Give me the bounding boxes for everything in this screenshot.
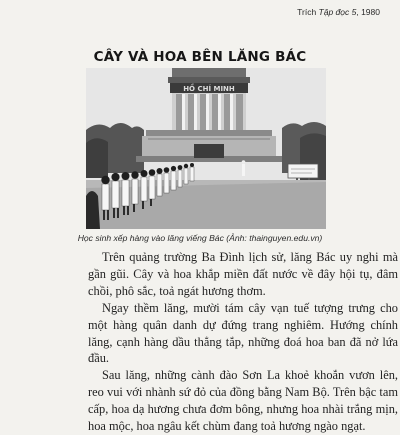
paragraph-1: Trên quảng trường Ba Đình lịch sử, lăng Bác uy nghi mà gần gũi. Cây và hoa khắp miền đất nước về đây hội tụ, đâm chồi, phô sắc, toả ngát hương thơm. xyxy=(88,250,398,298)
mausoleum-photo xyxy=(86,68,326,229)
mausoleum-sign: HỒ CHÍ MINH xyxy=(183,85,235,93)
source-prefix: Trích xyxy=(297,7,319,17)
paragraph-3: Sau lăng, những cành đào Sơn La khoẻ khoắn vươn lên, reo vui với nhành sứ đỏ của đồng bằng Nam Bộ. Trên bậc tam cấp, hoa dạ hương chưa đơm bông, nhưng hoa nhài trắng mịn, hoa mộc, hoa ngâu kết chùm đang toả hương ngào ngạt. xyxy=(88,368,398,434)
source-citation xyxy=(0,7,380,17)
source-work: Tập đọc 5 xyxy=(318,7,357,17)
source-year: , 1980 xyxy=(356,7,380,17)
paragraph-2: Ngay thềm lăng, mười tám cây vạn tuế tượng trưng cho một hàng quân danh dự đứng trang nghiêm. Hướng chính lăng, cạnh hàng dầu thẳng tắp, những đoá hoa ban đã nở lứa đầu. xyxy=(88,300,398,366)
article-body xyxy=(88,249,398,435)
page-title: CÂY VÀ HOA BÊN LĂNG BÁC xyxy=(93,49,307,65)
photo-caption: Học sinh xếp hàng vào lăng viếng Bác (Ảnh: thainguyen.edu.vn) xyxy=(77,233,323,243)
